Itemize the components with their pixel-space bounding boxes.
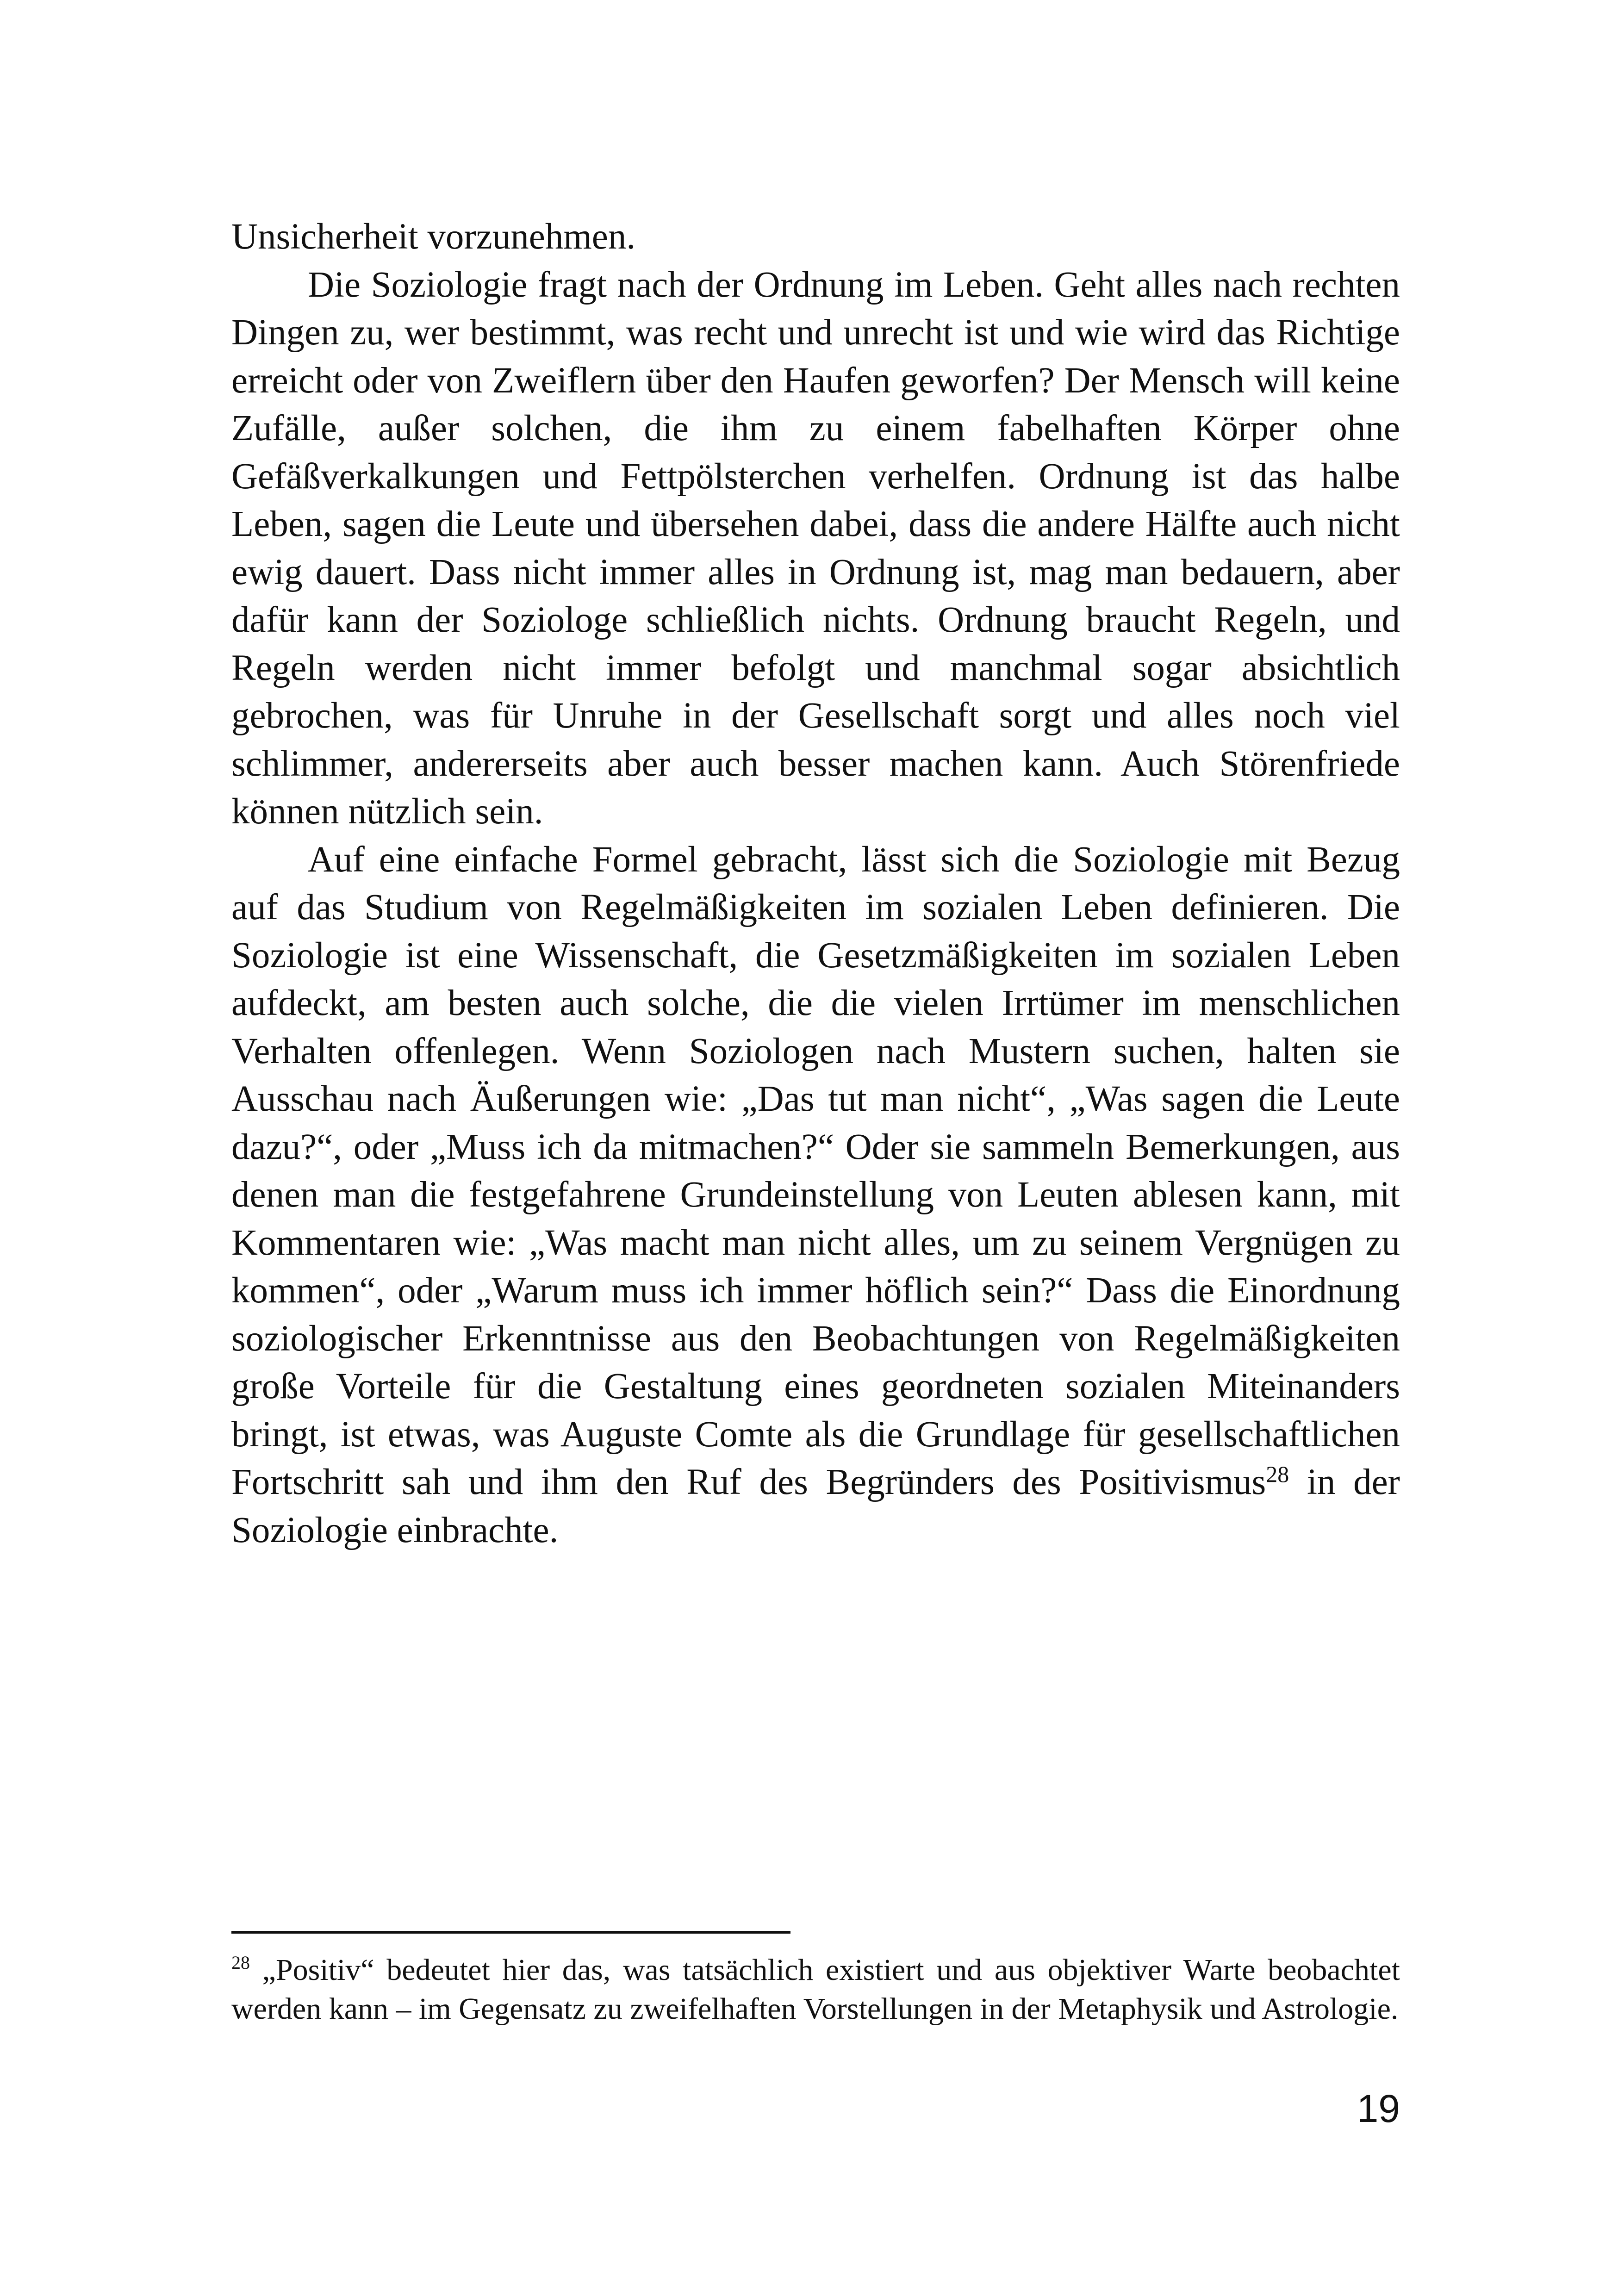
page-number: 19: [1357, 2087, 1400, 2130]
body-text: [231, 213, 1400, 1554]
paragraph-formel-text: Auf eine einfache Formel gebracht, lässt sich die Soziologie mit Bezug auf das Studium von Regelmäßigkeiten im sozialen Leben definieren. Die Soziologie ist eine Wissenschaft, die Gesetzmäßigkeiten im sozialen Leben aufdeckt, am besten auch solche, die die vielen Irrtümer im menschlichen Verhalten offenlegen. Wenn Soziologen nach Mustern suchen, halten sie Ausschau nach Äußerungen wie: „Das tut man nicht“, „Was sagen die Leute dazu?“, oder „Muss ich da mitmachen?“ Oder sie sammeln Bemerkungen, aus denen man die festgefahrene Grundeinstellung von Leuten ablesen kann, mit Kommentaren wie: „Was macht man nicht alles, um zu seinem Vergnügen zu kommen“, oder „Warum muss ich immer höflich sein?“ Dass die Einordnung soziologischer Erkenntnisse aus den Beobachtungen von Regelmäßigkeiten große Vorteile für die Gestaltung eines geordneten sozialen Miteinanders bringt, ist etwas, was Auguste Comte als die Grundlage für gesellschaftlichen Fortschritt sah und ihm den Ruf des Begründers des Positivismus: [231, 839, 1400, 1502]
footnote-marker: 28: [231, 1952, 250, 1973]
paragraph-ordnung: Die Soziologie fragt nach der Ordnung im Leben. Geht alles nach rechten Dingen zu, wer bestimmt, was recht und unrecht ist und wie wird das Richtige erreicht oder von Zweiflern über den Haufen geworfen? Der Mensch will keine Zufälle, außer solchen, die ihm zu einem fabelhaften Körper ohne Gefäßverkalkungen und Fettpölsterchen verhelfen. Ordnung ist das halbe Leben, sagen die Leute und übersehen dabei, dass die andere Hälfte auch nicht ewig dauert. Dass nicht immer alles in Ordnung ist, mag man bedauern, aber dafür kann der Soziologe schließlich nichts. Ordnung braucht Regeln, und Regeln werden nicht immer befolgt und manchmal sogar absichtlich gebrochen, was für Unruhe in der Gesellschaft sorgt und alles noch viel schlimmer, andererseits aber auch besser machen kann. Auch Störenfriede können nützlich sein.: [231, 264, 1400, 832]
footnote-separator: [231, 1931, 790, 1934]
paragraph-formel: [231, 836, 1400, 1555]
footnote-reference[interactable]: 28: [1266, 1461, 1289, 1487]
footnote-text: „Positiv“ bedeutet hier das, was tatsächlich existiert und aus objektiver Warte beobachtet werden kann – im Gegensatz zu zweifelhaften Vorstellungen in der Metaphysik und Astrologie.: [231, 1953, 1400, 2026]
footnote: [231, 1951, 1400, 2028]
paragraph-continuation: Unsicherheit vorzunehmen.: [231, 217, 636, 257]
paragraph-formel-ending: in der Soziologie einbrachte.: [231, 1462, 1400, 1550]
